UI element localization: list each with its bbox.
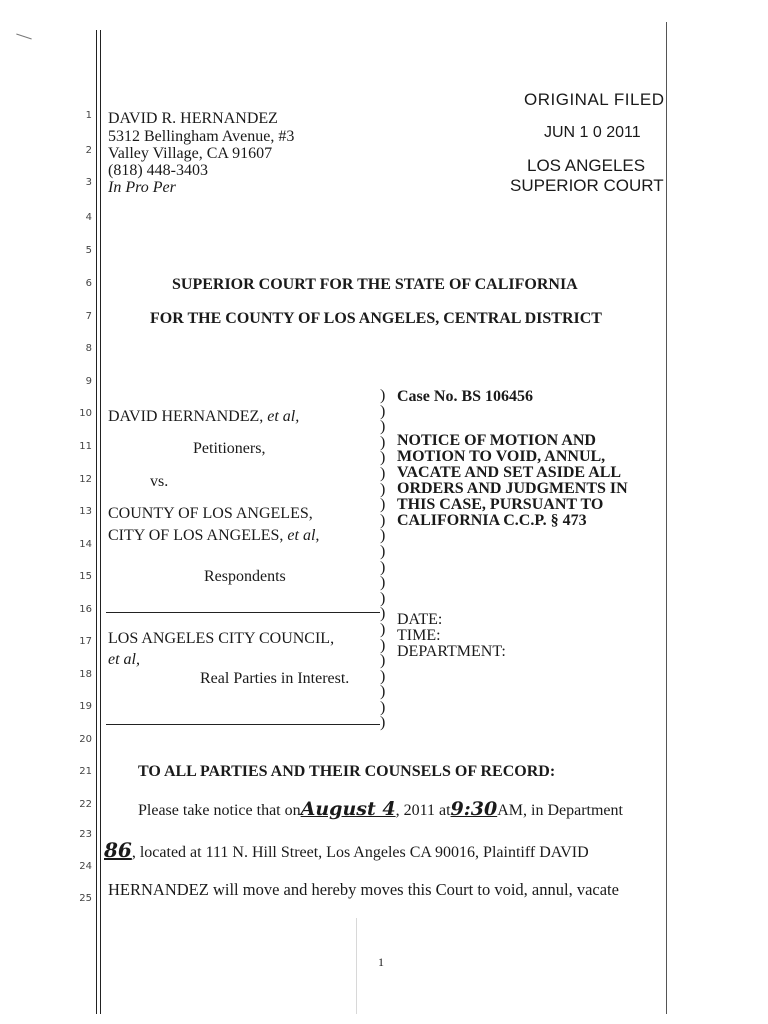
filed-stamp-date: JUN 1 0 2011 <box>544 124 641 141</box>
line-number: 9 <box>85 376 92 387</box>
petitioner-etal: et al, <box>267 408 300 425</box>
p1-text-b: , 2011 at <box>395 802 451 819</box>
line-number: 5 <box>85 245 92 256</box>
respondent-2-etal: et al, <box>287 527 320 544</box>
line-number: 8 <box>85 343 92 354</box>
line-number: 17 <box>79 636 92 647</box>
page-number: 1 <box>378 955 384 969</box>
line-number: 14 <box>79 539 92 550</box>
right-margin-rule <box>666 22 667 1014</box>
case-title-line-6: CALIFORNIA C.C.P. § 473 <box>397 512 587 529</box>
caption-paren-column: ) ) ) ) ) ) ) ) ) ) ) ) ) ) ) ) ) ) ) ) ) ) <box>380 387 386 732</box>
filed-stamp-title: ORIGINAL FILED <box>524 90 665 109</box>
petitioner-name-text: DAVID HERNANDEZ, <box>108 408 264 425</box>
line-number: 7 <box>85 311 92 322</box>
filed-stamp-county: LOS ANGELES <box>527 156 646 175</box>
case-number: Case No. BS 106456 <box>397 388 534 405</box>
filer-phone: (818) 448-3403 <box>108 162 208 179</box>
case-title-line-4: ORDERS AND JUDGMENTS IN <box>397 480 628 497</box>
hearing-time-label: TIME: <box>397 627 441 644</box>
p1-text-a: Please take notice that on <box>138 802 301 819</box>
line-number: 18 <box>79 669 92 680</box>
line-number: 16 <box>79 604 92 615</box>
paragraph-line-1 <box>138 798 623 820</box>
line-number: 23 <box>79 829 92 840</box>
line-number: 6 <box>85 278 92 289</box>
filer-status: In Pro Per <box>108 179 176 196</box>
hearing-department-label: DEPARTMENT: <box>397 643 506 660</box>
court-heading-1: SUPERIOR COURT FOR THE STATE OF CALIFORNIA <box>172 276 578 293</box>
line-number: 13 <box>79 506 92 517</box>
court-heading-2: FOR THE COUNTY OF LOS ANGELES, CENTRAL DISTRICT <box>150 310 602 327</box>
p2-text: , located at 111 N. Hill Street, Los Angeles CA 90016, Plaintiff DAVID <box>131 844 589 861</box>
filed-stamp-court: SUPERIOR COURT <box>510 176 664 195</box>
line-number: 19 <box>79 701 92 712</box>
line-number: 4 <box>85 212 92 223</box>
line-number: 3 <box>85 177 92 188</box>
handwritten-time: 9:30 <box>450 798 498 820</box>
handwritten-department: 86 <box>104 838 132 862</box>
real-party-label: Real Parties in Interest. <box>200 670 350 687</box>
real-party-name: LOS ANGELES CITY COUNCIL, <box>108 630 335 647</box>
line-number: 21 <box>79 766 92 777</box>
versus: vs. <box>150 473 169 490</box>
line-number: 1 <box>85 110 92 121</box>
respondent-1: COUNTY OF LOS ANGELES, <box>108 505 313 522</box>
line-number: 2 <box>85 145 92 156</box>
line-number: 15 <box>79 571 92 582</box>
line-number: 12 <box>79 474 92 485</box>
left-margin-rule <box>96 30 97 1014</box>
real-party-etal: et al, <box>108 651 140 668</box>
notice-heading: TO ALL PARTIES AND THEIR COUNSELS OF RECORD: <box>138 763 556 780</box>
petitioner-name <box>108 408 299 426</box>
line-number: 20 <box>79 734 92 745</box>
case-title-line-5: THIS CASE, PURSUANT TO <box>397 496 604 513</box>
hearing-date-label: DATE: <box>397 611 443 628</box>
paragraph-line-2 <box>104 838 589 862</box>
line-number: 11 <box>79 441 92 452</box>
filer-address-2: Valley Village, CA 91607 <box>108 145 273 162</box>
caption-divider-1 <box>106 612 380 613</box>
case-title-line-1: NOTICE OF MOTION AND <box>397 432 596 449</box>
respondent-2 <box>108 527 319 545</box>
filer-address-1: 5312 Bellingham Avenue, #3 <box>108 128 295 145</box>
line-number: 22 <box>79 799 92 810</box>
left-margin-rule-inner <box>100 30 101 1014</box>
scan-mark <box>16 34 32 40</box>
handwritten-date: August 4 <box>300 798 396 820</box>
scan-smudge <box>356 918 357 1014</box>
caption-divider-2 <box>106 724 380 725</box>
p1-text-c: AM, in Department <box>497 802 623 819</box>
filer-name: DAVID R. HERNANDEZ <box>108 110 278 127</box>
line-number: 24 <box>79 861 92 872</box>
respondent-2-text: CITY OF LOS ANGELES, <box>108 527 284 544</box>
case-title-line-2: MOTION TO VOID, ANNUL, <box>397 448 606 465</box>
line-number: 10 <box>79 408 92 419</box>
petitioners-label: Petitioners, <box>193 440 266 457</box>
respondents-label: Respondents <box>204 568 286 585</box>
case-title-line-3: VACATE AND SET ASIDE ALL <box>397 464 622 481</box>
line-number: 25 <box>79 893 92 904</box>
paragraph-line-3: HERNANDEZ will move and hereby moves this Court to void, annul, vacate <box>108 880 619 899</box>
